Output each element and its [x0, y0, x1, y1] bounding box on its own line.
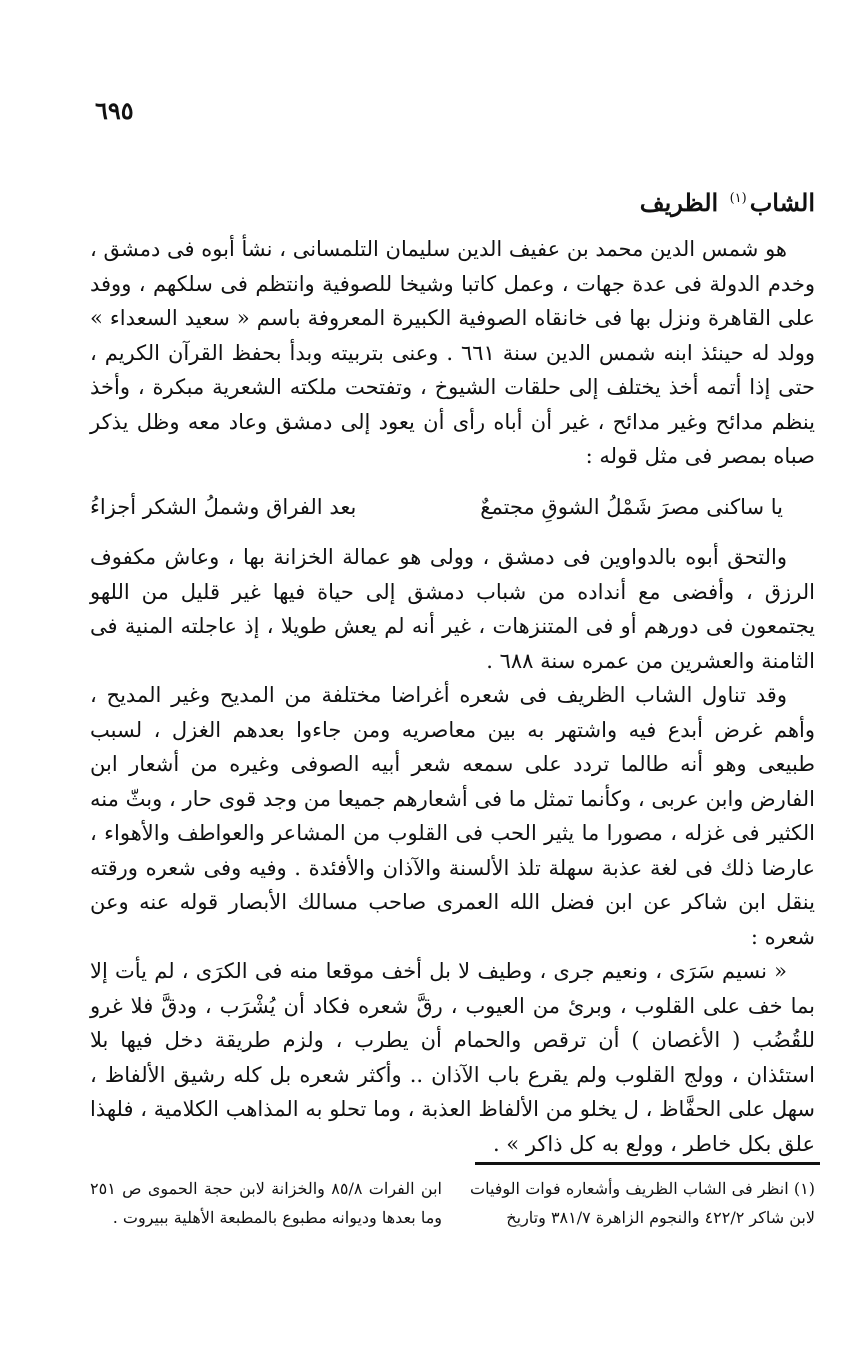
- footnote-divider: [475, 1162, 820, 1165]
- footnote-column-left: ابن الفرات ٨٥/٨ والخزانة لابن حجة الحموى ص ٢٥١ وما بعدها وديوانه مطبوع بالمطبعة الأهلية ببيروت .: [90, 1179, 443, 1227]
- paragraph-biography: هو شمس الدين محمد بن عفيف الدين سليمان التلمسانى ، نشأ أبوه فى دمشق ، وخدم الدولة فى عدة جهات ، وعمل كاتبا وشيخا للصوفية وانتظم فى سلكهم ، ووفد على القاهرة ونزل بها فى خانقاه الصوفية الكبيرة المعروفة باسم « سعيد السعداء » وولد له حينئذ ابنه شمس الدين سنة ٦٦١ . وعنى بتربيته وبدأ بحفظ القرآن الكريم ، حتى إذا أتمه أخذ يختلف إلى حلقات الشيوخ ، وتفتحت ملكته الشعرية مبكرة ، وأخذ ينظم مدائح وغير مدائح ، غير أن أباه رأى أن يعود إلى دمشق وعاد معه وظل يذكر صباه بمصر فى مثل قوله :: [90, 237, 815, 468]
- page-number: ٦٩٥: [95, 96, 134, 125]
- body-text: [90, 232, 815, 1161]
- title-part-1: الشاب: [749, 188, 815, 217]
- verse-line: [90, 490, 783, 525]
- paragraph-life: والتحق أبوه بالدواوين فى دمشق ، وولى هو عمالة الخزانة بها ، وعاش مكفوف الرزق ، وأفضى مع أنداده من شباب دمشق إلى حياة فيها غير قليل من اللهو يجتمعون فى دورهم أو فى المتنزهات ، غير أنه لم يعش طويلا ، إذ عاجلته المنية فى الثامنة والعشرين من عمره سنة ٦٨٨ .: [90, 545, 815, 673]
- footnote-column-right: (١) انظر فى الشاب الظريف وأشعاره فوات الوفيات لابن شاكر ٤٢٢/٢ والنجوم الزاهرة ٣٨١/٧ وتاريخ: [470, 1179, 816, 1227]
- footnote: [90, 1174, 815, 1232]
- paragraph-poetry: وقد تناول الشاب الظريف فى شعره أغراضا مختلفة من المديح وغير المديح ، وأهم غرض أبدع فيه واشتهر به بين معاصريه ومن جاءوا بعدهم الغزل ، لسبب طبيعى وهو أنه طالما تردد على سمعه شعر أبيه الصوفى وغيره من أشعار ابن الفارض وابن عربى ، وكأنما تمثل ما فى أشعارهم جميعا من وجد قوى حار ، وبثّ منه الكثير فى غزله ، مصورا ما يثير الحب فى القلوب من المشاعر والعواطف والأهواء ، عارضا ذلك فى لغة عذبة سهلة تلذ الألسنة والآذان والأفئدة . وفيه وفى شعره ورقته ينقل ابن شاكر عن ابن فضل الله العمرى صاحب مسالك الأبصار قوله عنه وعن شعره :: [90, 683, 815, 949]
- title-part-2: الظريف: [639, 188, 719, 217]
- paragraph-quotation: « نسيم سَرَى ، ونعيم جرى ، وطيف لا بل أخف موقعا منه فى الكرَى ، لم يأت إلا بما خف على القلوب ، وبرئ من العيوب ، رقَّ شعره فكاد أن يُشْرَب ، ودقَّ فلا غرو للقُضُب ( الأغصان ) أن ترقص والحمام أن يطرب ، ولزم طريقة دخل فيها بلا استئذان ، وولج القلوب ولم يقرع باب الآذان .. وأكثر شعره بل كله رشيق الألفاظ ، سهل على الحفَّاظ ، ل يخلو من الألفاظ العذبة ، وما تحلو به المذاهب الكلامية ، فلهذا علق بكل خاطر ، وولع به كل ذاكر » .: [90, 959, 815, 1156]
- page-title: [640, 188, 815, 217]
- verse-hemistich-first: يا ساكنى مصرَ شَمْلُ الشوقِ مجتمعٌ: [480, 494, 783, 519]
- footnote-reference: (١): [729, 191, 747, 206]
- verse-hemistich-second: بعد الفراق وشملُ الشكر أجزاءُ: [90, 494, 357, 519]
